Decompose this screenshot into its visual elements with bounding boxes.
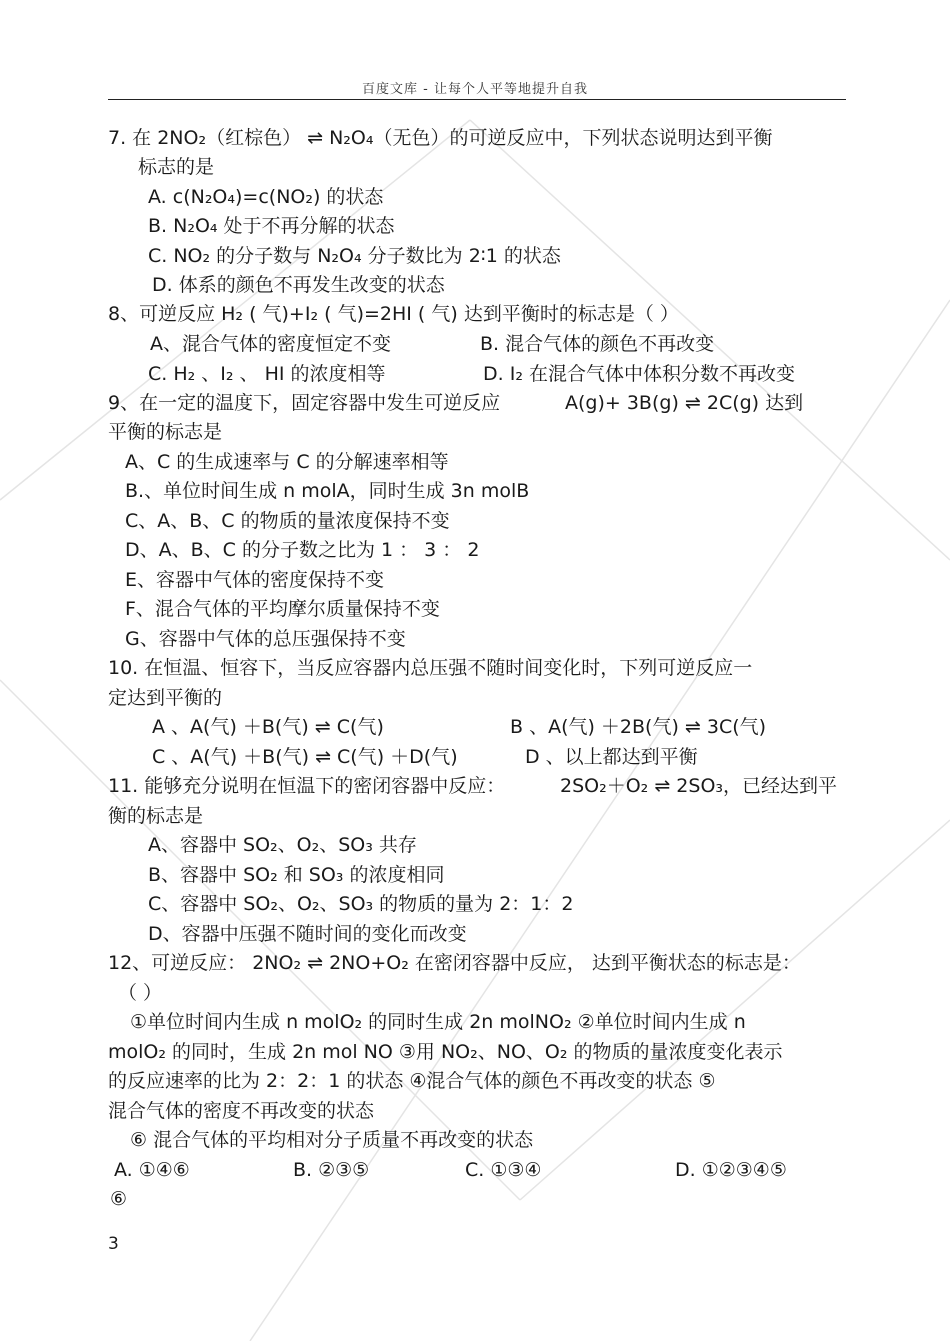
q9-option-e: E、容器中气体的密度保持不变 xyxy=(125,569,385,591)
q11-stem-cont: 衡的标志是 xyxy=(108,805,204,827)
q10-stem: 10. 在恒温、恒容下，当反应容器内总压强不随时间变化时，下列可逆反应一 xyxy=(108,657,753,679)
q10-stem-cont: 定达到平衡的 xyxy=(108,687,223,709)
q12-option-d: D. ①②③④⑤ xyxy=(675,1159,787,1181)
q7-option-c: C. NO₂ 的分子数与 N₂O₄ 分子数比为 2∶1 的状态 xyxy=(148,245,561,267)
q12-condition-line-2: molO₂ 的同时，生成 2n mol NO ③用 NO₂、NO、O₂ 的物质的量浓度变化表示 xyxy=(108,1041,783,1063)
q10-option-b: B 、A(气) ＋2B(气) ⇌ 3C(气) xyxy=(510,716,767,738)
q11-option-d: D、容器中压强不随时间的变化而改变 xyxy=(148,923,467,945)
q12-option-b: B. ②③⑤ xyxy=(293,1159,370,1181)
q9-stem-cont: 平衡的标志是 xyxy=(108,421,223,443)
q9-option-c: C、A、B、C 的物质的量浓度保持不变 xyxy=(125,510,450,532)
q9-option-a: A、C 的生成速率与 C 的分解速率相等 xyxy=(125,451,449,473)
q10-option-d: D 、以上都达到平衡 xyxy=(525,746,698,768)
header-rule xyxy=(108,99,846,100)
q9-option-b: B.、单位时间生成 n molA，同时生成 3n molB xyxy=(125,480,530,502)
q8-option-b: B. 混合气体的颜色不再改变 xyxy=(480,333,715,355)
page-number: 3 xyxy=(108,1234,119,1254)
page-header: 百度文库 - 让每个人平等地提升自我 xyxy=(362,82,588,97)
q12-condition-line-4: 混合气体的密度不再改变的状态 xyxy=(108,1100,375,1122)
q11-option-c: C、容器中 SO₂、O₂、SO₃ 的物质的量为 2：1：2 xyxy=(148,893,574,915)
q9-option-f: F、混合气体的平均摩尔质量保持不变 xyxy=(125,598,440,620)
q7-option-a: A. c(N₂O₄)=c(NO₂) 的状态 xyxy=(148,186,384,208)
q10-option-c: C 、A(气) ＋B(气) ⇌ C(气) ＋D(气) xyxy=(152,746,458,768)
q9-option-d: D、A、B、C 的分子数之比为 1 ： 3 ： 2 xyxy=(125,539,480,561)
q9-stem: 9、在一定的温度下，固定容器中发生可逆反应 xyxy=(108,392,501,414)
q12-condition-line-3: 的反应速率的比为 2：2：1 的状态 ④混合气体的颜色不再改变的状态 ⑤ xyxy=(108,1070,716,1092)
q11-stem: 11. 能够充分说明在恒温下的密闭容器中反应： xyxy=(108,775,506,797)
q7-option-d: D. 体系的颜色不再发生改变的状态 xyxy=(152,274,445,296)
q7-stem: 7. 在 2NO₂（红棕色） ⇌ N₂O₄（无色）的可逆反应中，下列状态说明达到平衡 xyxy=(108,127,773,149)
q8-option-c: C. H₂ 、I₂ 、 HI 的浓度相等 xyxy=(148,363,386,385)
q12-condition-line-5: ⑥ 混合气体的平均相对分子质量不再改变的状态 xyxy=(130,1129,534,1151)
q7-stem-cont: 标志的是 xyxy=(138,156,215,178)
q8-stem: 8、可逆反应 H₂ ( 气)+I₂ ( 气)=2HI ( 气) 达到平衡时的标志是（ ） xyxy=(108,303,679,325)
q12-stem: 12、可逆反应： 2NO₂ ⇌ 2NO+O₂ 在密闭容器中反应， 达到平衡状态的标志是： xyxy=(108,952,801,974)
q12-option-a: A. ①④⑥ xyxy=(114,1159,190,1181)
q9-stem-reaction: A(g)+ 3B(g) ⇌ 2C(g) 达到 xyxy=(565,392,804,414)
q12-answer-bracket: （ ） xyxy=(118,982,163,1004)
q11-option-a: A、容器中 SO₂、O₂、SO₃ 共存 xyxy=(148,834,417,856)
q7-option-b: B. N₂O₄ 处于不再分解的状态 xyxy=(148,215,395,237)
q12-option-d-cont: ⑥ xyxy=(110,1188,128,1210)
q11-stem-reaction: 2SO₂＋O₂ ⇌ 2SO₃，已经达到平 xyxy=(560,775,838,797)
q9-option-g: G、容器中气体的总压强保持不变 xyxy=(125,628,406,650)
q12-condition-line-1: ①单位时间内生成 n molO₂ 的同时生成 2n molNO₂ ②单位时间内生成 n xyxy=(130,1011,746,1033)
q12-option-c: C. ①③④ xyxy=(465,1159,542,1181)
q11-option-b: B、容器中 SO₂ 和 SO₃ 的浓度相同 xyxy=(148,864,445,886)
q10-option-a: A 、A(气) ＋B(气) ⇌ C(气) xyxy=(152,716,384,738)
q8-option-d: D. I₂ 在混合气体中体积分数不再改变 xyxy=(483,363,795,385)
q8-option-a: A、混合气体的密度恒定不变 xyxy=(150,333,391,355)
